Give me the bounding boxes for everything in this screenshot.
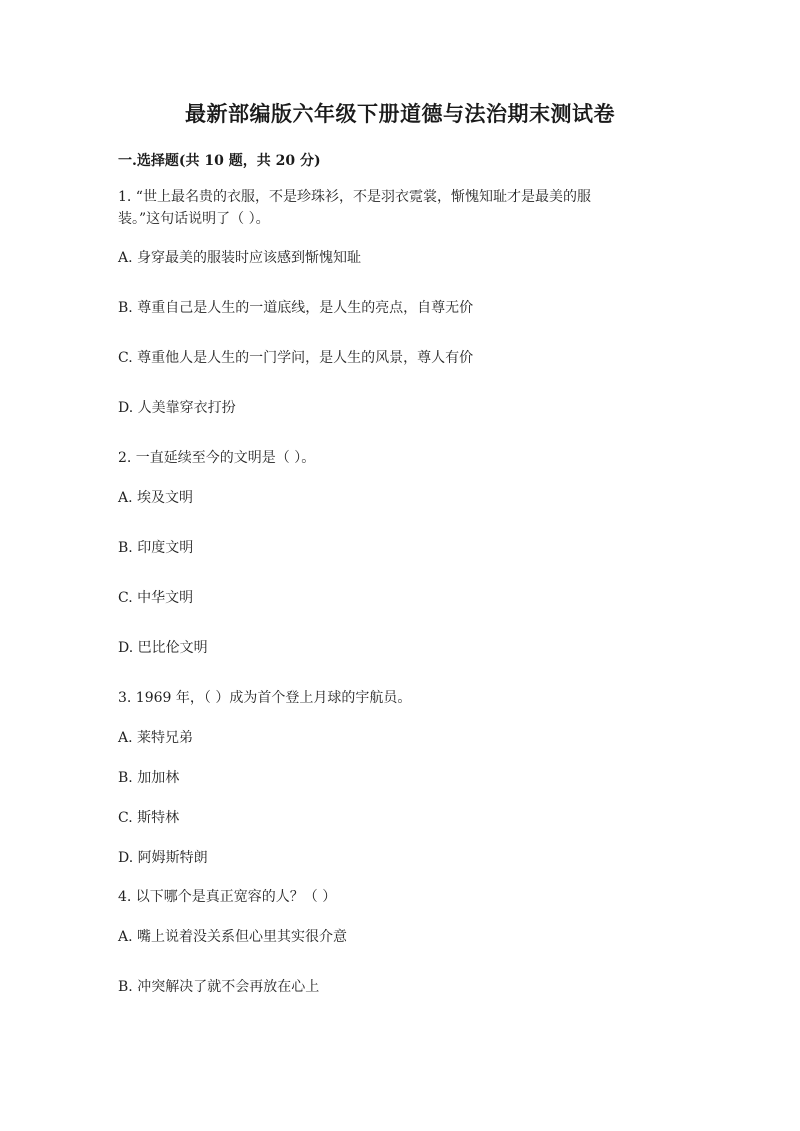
question-1-option-b: B. 尊重自己是人生的一道底线，是人生的亮点，自尊无价	[118, 300, 474, 316]
question-1-option-d: D. 人美靠穿衣打扮	[118, 400, 236, 416]
question-2-option-b: B. 印度文明	[118, 540, 194, 556]
question-3-option-d: D. 阿姆斯特朗	[118, 850, 208, 866]
question-2-option-d: D. 巴比伦文明	[118, 640, 208, 656]
question-1-stem-line-2: 装。”这句话说明了（ ）。	[118, 211, 270, 227]
question-4-option-b: B. 冲突解决了就不会再放在心上	[118, 979, 320, 995]
question-2-stem: 2. 一直延续至今的文明是（ ）。	[118, 450, 316, 466]
question-3-option-c: C. 斯特林	[118, 810, 180, 826]
question-3-option-b: B. 加加林	[118, 770, 180, 786]
question-1-option-c: C. 尊重他人是人生的一门学问，是人生的风景，尊人有价	[118, 350, 474, 366]
question-1-option-a: A. 身穿最美的服装时应该感到惭愧知耻	[118, 250, 362, 266]
question-4-stem: 4. 以下哪个是真正宽容的人？（ ）	[118, 889, 337, 905]
question-3-option-a: A. 莱特兄弟	[118, 730, 194, 746]
question-4-option-a: A. 嘴上说着没关系但心里其实很介意	[118, 929, 348, 945]
section-heading: 一.选择题(共 10 题，共 20 分)	[118, 153, 321, 169]
page-title: 最新部编版六年级下册道德与法治期末测试卷	[185, 101, 615, 126]
question-3-stem: 3. 1969 年，（ ）成为首个登上月球的宇航员。	[118, 690, 412, 706]
question-2-option-c: C. 中华文明	[118, 590, 194, 606]
question-2-option-a: A. 埃及文明	[118, 490, 194, 506]
question-1-stem-line-1: 1. “世上最名贵的衣服，不是珍珠衫，不是羽衣霓裳，惭愧知耻才是最美的服	[118, 189, 591, 205]
